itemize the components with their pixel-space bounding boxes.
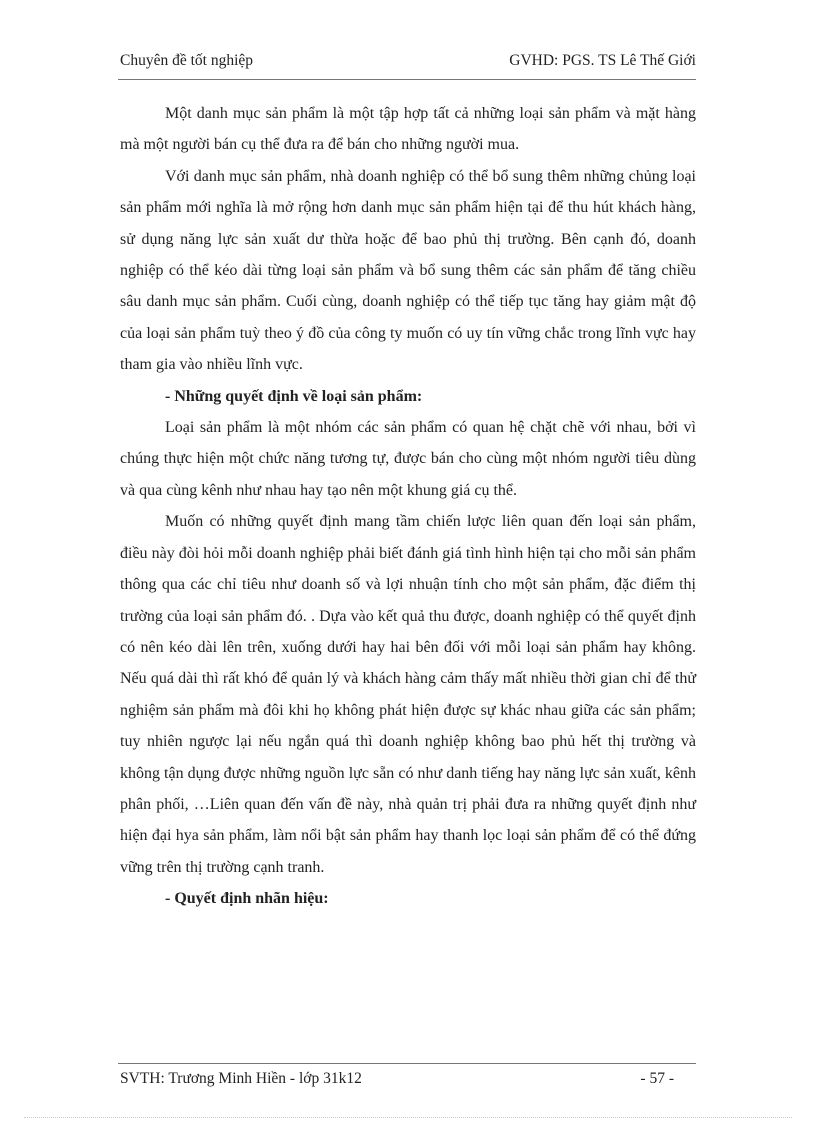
page-number: - 57 - [640,1070,674,1087]
footer-author-text: SVTH: Trương Minh Hiền - lớp 31k12 [120,1070,362,1087]
page-bottom-dotted-border [24,1117,792,1118]
footer-rule [118,1063,696,1064]
paragraph-2: Với danh mục sản phẩm, nhà doanh nghiệp có thể bổ sung thêm những chủng loại sản phẩm mới nghĩa là mở rộng hơn danh mục sản phẩm hiện tại để thu hút khách hàng, sử dụng năng lực sản xuất dư thừa hoặc để bao phủ thị trường. Bên cạnh đó, doanh nghiệp có thể kéo dài từng loại sản phẩm và bổ sung thêm các sản phẩm để tăng chiều sâu danh mục sản phẩm. Cuối cùng, doanh nghiệp có thể tiếp tục tăng hay giảm mật độ của loại sản phẩm tuỳ theo ý đồ của công ty muốn có uy tín vững chắc trong lĩnh vực hay tham gia vào nhiều lĩnh vực. [120,167,696,374]
paragraph-4: Muốn có những quyết định mang tầm chiến lược liên quan đến loại sản phẩm, điều này đòi hỏi mỗi doanh nghiệp phải biết đánh giá tình hình hiện tại cho mỗi sản phẩm thông qua các chỉ tiêu như doanh số và lợi nhuận tính cho một sản phẩm, đặc điểm thị trường của loại sản phẩm đó. . Dựa vào kết quả thu được, doanh nghiệp có thể quyết định có nên kéo dài lên trên, xuống dưới hay hai bên đối với mỗi loại sản phẩm hay không. Nếu quá dài thì rất khó để quản lý và khách hàng cảm thấy mất nhiều thời gian chỉ để thử nghiệm sản phẩm mà đôi khi họ không phát hiện được sự khác nhau giữa các sản phẩm; tuy nhiên ngược lại nếu ngắn quá thì doanh nghiệp không bao phủ hết thị trường và không tận dụng được những nguồn lực sẵn có như danh tiếng hay năng lực sản xuất, kênh phân phối, …Liên quan đến vấn đề này, nhà quản trị phải đưa ra những quyết định như hiện đại hya sản phẩm, làm nổi bật sản phẩm hay thanh lọc loại sản phẩm để có thể đứng vững trên thị trường cạnh tranh. [120,513,696,876]
document-body [120,98,696,915]
header-right-text: GVHD: PGS. TS Lê Thế Giới [509,52,696,69]
section-heading-brand: - Quyết định nhãn hiệu: [165,890,329,908]
header-rule [118,79,696,80]
paragraph-3: Loại sản phẩm là một nhóm các sản phẩm có quan hệ chặt chẽ với nhau, bởi vì chúng thực hiện một chức năng tương tự, được bán cho cùng một nhóm người tiêu dùng và qua cùng kênh như nhau hay tạo nên một khung giá cụ thể. [120,419,696,499]
paragraph-1: Một danh mục sản phẩm là một tập hợp tất cả những loại sản phẩm và mặt hàng mà một người bán cụ thể đưa ra để bán cho những người mua. [120,105,696,154]
header-left-text: Chuyên đề tốt nghiệp [120,52,254,69]
section-heading-product-line: - Những quyết định về loại sản phẩm: [165,387,423,405]
page-header [120,52,696,74]
